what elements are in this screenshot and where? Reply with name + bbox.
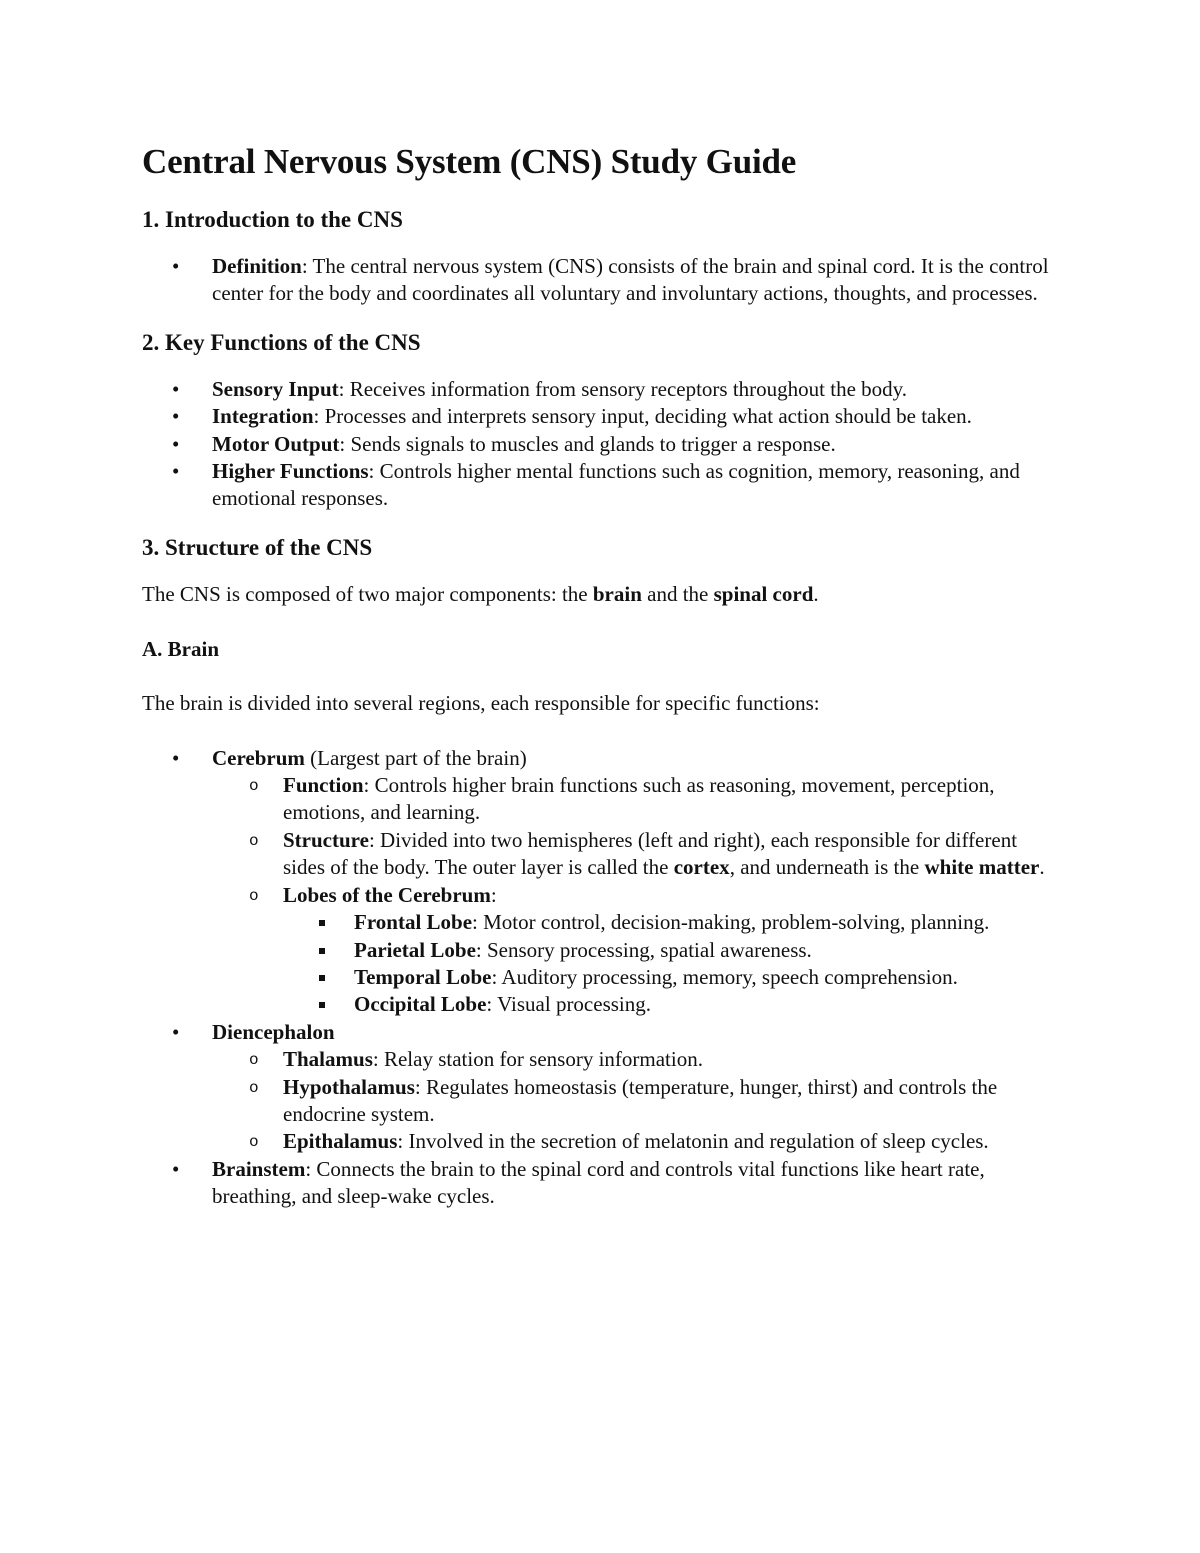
list-item <box>142 458 1057 513</box>
term: Frontal Lobe <box>354 910 473 935</box>
term-brain: brain <box>592 581 642 606</box>
list-item <box>283 937 1057 964</box>
text-run: . <box>813 581 819 606</box>
item-text: (Largest part of the brain) <box>304 745 527 770</box>
diencephalon-sublist <box>142 1046 1057 1156</box>
item-text: : Processes and interprets sensory input, deciding what action should be taken. <box>313 404 972 429</box>
list-item-definition <box>142 253 1057 308</box>
text-run: The CNS is composed of two major components: the <box>142 581 593 606</box>
subsection-heading-brain: A. Brain <box>142 637 220 662</box>
term: Higher Functions <box>212 459 369 484</box>
item-text: : Connects the brain to the spinal cord and controls vital functions like heart rate, breathing, and sleep-wake cycles. <box>212 1156 985 1209</box>
item-text: : Controls higher brain functions such as reasoning, movement, perception, emotions, and learning. <box>283 773 995 825</box>
list-item <box>142 376 1057 403</box>
functions-list <box>142 376 1057 513</box>
item-text: : Controls higher mental functions such as cognition, memory, reasoning, and emotional responses. <box>212 459 1020 511</box>
list-item <box>283 909 1057 936</box>
term: Motor Output <box>212 431 340 456</box>
term: Hypothalamus <box>283 1074 415 1099</box>
cerebrum-sublist <box>142 772 1057 1019</box>
list-item <box>283 964 1057 991</box>
item-text: : Auditory processing, memory, speech comprehension. <box>491 964 958 989</box>
term: Brainstem <box>212 1156 306 1181</box>
item-text: : Regulates homeostasis (temperature, hunger, thirst) and controls the endocrine system. <box>283 1074 998 1126</box>
term: Lobes of the Cerebrum <box>283 882 491 907</box>
list-item <box>212 772 1057 827</box>
list-item-cerebrum <box>142 745 1057 1019</box>
term: Function <box>283 773 364 798</box>
term-cortex: cortex <box>673 855 730 880</box>
brain-regions-list <box>142 745 1057 1211</box>
term: Occipital Lobe <box>354 992 487 1017</box>
item-text: : Receives information from sensory receptors throughout the body. <box>338 376 908 401</box>
term: Temporal Lobe <box>354 964 492 989</box>
item-text: : Sends signals to muscles and glands to trigger a response. <box>339 431 836 456</box>
brain-intro: The brain is divided into several regions, each responsible for specific functions: <box>142 691 820 716</box>
term: Cerebrum <box>212 745 305 770</box>
item-text: : Motor control, decision-making, problem-solving, planning. <box>472 910 990 935</box>
intro-list <box>142 253 1057 308</box>
item-text: . <box>1039 855 1045 880</box>
list-item <box>212 1046 1057 1073</box>
item-text: : Sensory processing, spatial awareness. <box>475 937 812 962</box>
document-title: Central Nervous System (CNS) Study Guide <box>142 142 797 181</box>
list-item <box>212 882 1057 1019</box>
item-text: : Relay station for sensory information. <box>372 1047 703 1072</box>
item-text: : Visual processing. <box>486 992 652 1017</box>
list-item-brainstem <box>142 1156 1057 1211</box>
term: Epithalamus <box>283 1129 398 1154</box>
lobes-list <box>283 909 1057 1019</box>
document-page <box>142 138 1057 1211</box>
term-white-matter: white matter <box>924 855 1040 880</box>
term-spinal-cord: spinal cord <box>713 581 814 606</box>
term: Definition <box>212 254 302 278</box>
list-item <box>212 1128 1057 1155</box>
term: Thalamus <box>283 1047 373 1072</box>
text-run: and the <box>641 581 714 606</box>
item-text: , and underneath is the <box>729 855 925 880</box>
term: Structure <box>283 827 369 852</box>
list-item <box>283 991 1057 1018</box>
list-item <box>212 827 1057 882</box>
section-heading-functions: 2. Key Functions of the CNS <box>142 329 421 355</box>
term: Integration <box>212 404 314 429</box>
item-text: : The central nervous system (CNS) consists of the brain and spinal cord. It is the control center for the body and coordinates all voluntary and involuntary actions, thoughts, and processes. <box>212 254 1049 306</box>
term: Sensory Input <box>212 376 339 401</box>
term: Parietal Lobe <box>354 937 476 962</box>
structure-intro <box>142 581 1057 608</box>
section-heading-intro: 1. Introduction to the CNS <box>142 207 403 232</box>
list-item <box>142 431 1057 458</box>
list-item <box>142 403 1057 430</box>
section-heading-structure: 3. Structure of the CNS <box>142 534 373 560</box>
term: Diencephalon <box>212 1019 335 1044</box>
item-text: : Divided into two hemispheres (left and right), each responsible for different sides of the body. The outer layer is called the <box>283 827 1018 880</box>
item-text: : <box>490 882 497 907</box>
list-item-diencephalon <box>142 1019 1057 1156</box>
list-item <box>212 1074 1057 1129</box>
item-text: : Involved in the secretion of melatonin and regulation of sleep cycles. <box>397 1129 989 1154</box>
